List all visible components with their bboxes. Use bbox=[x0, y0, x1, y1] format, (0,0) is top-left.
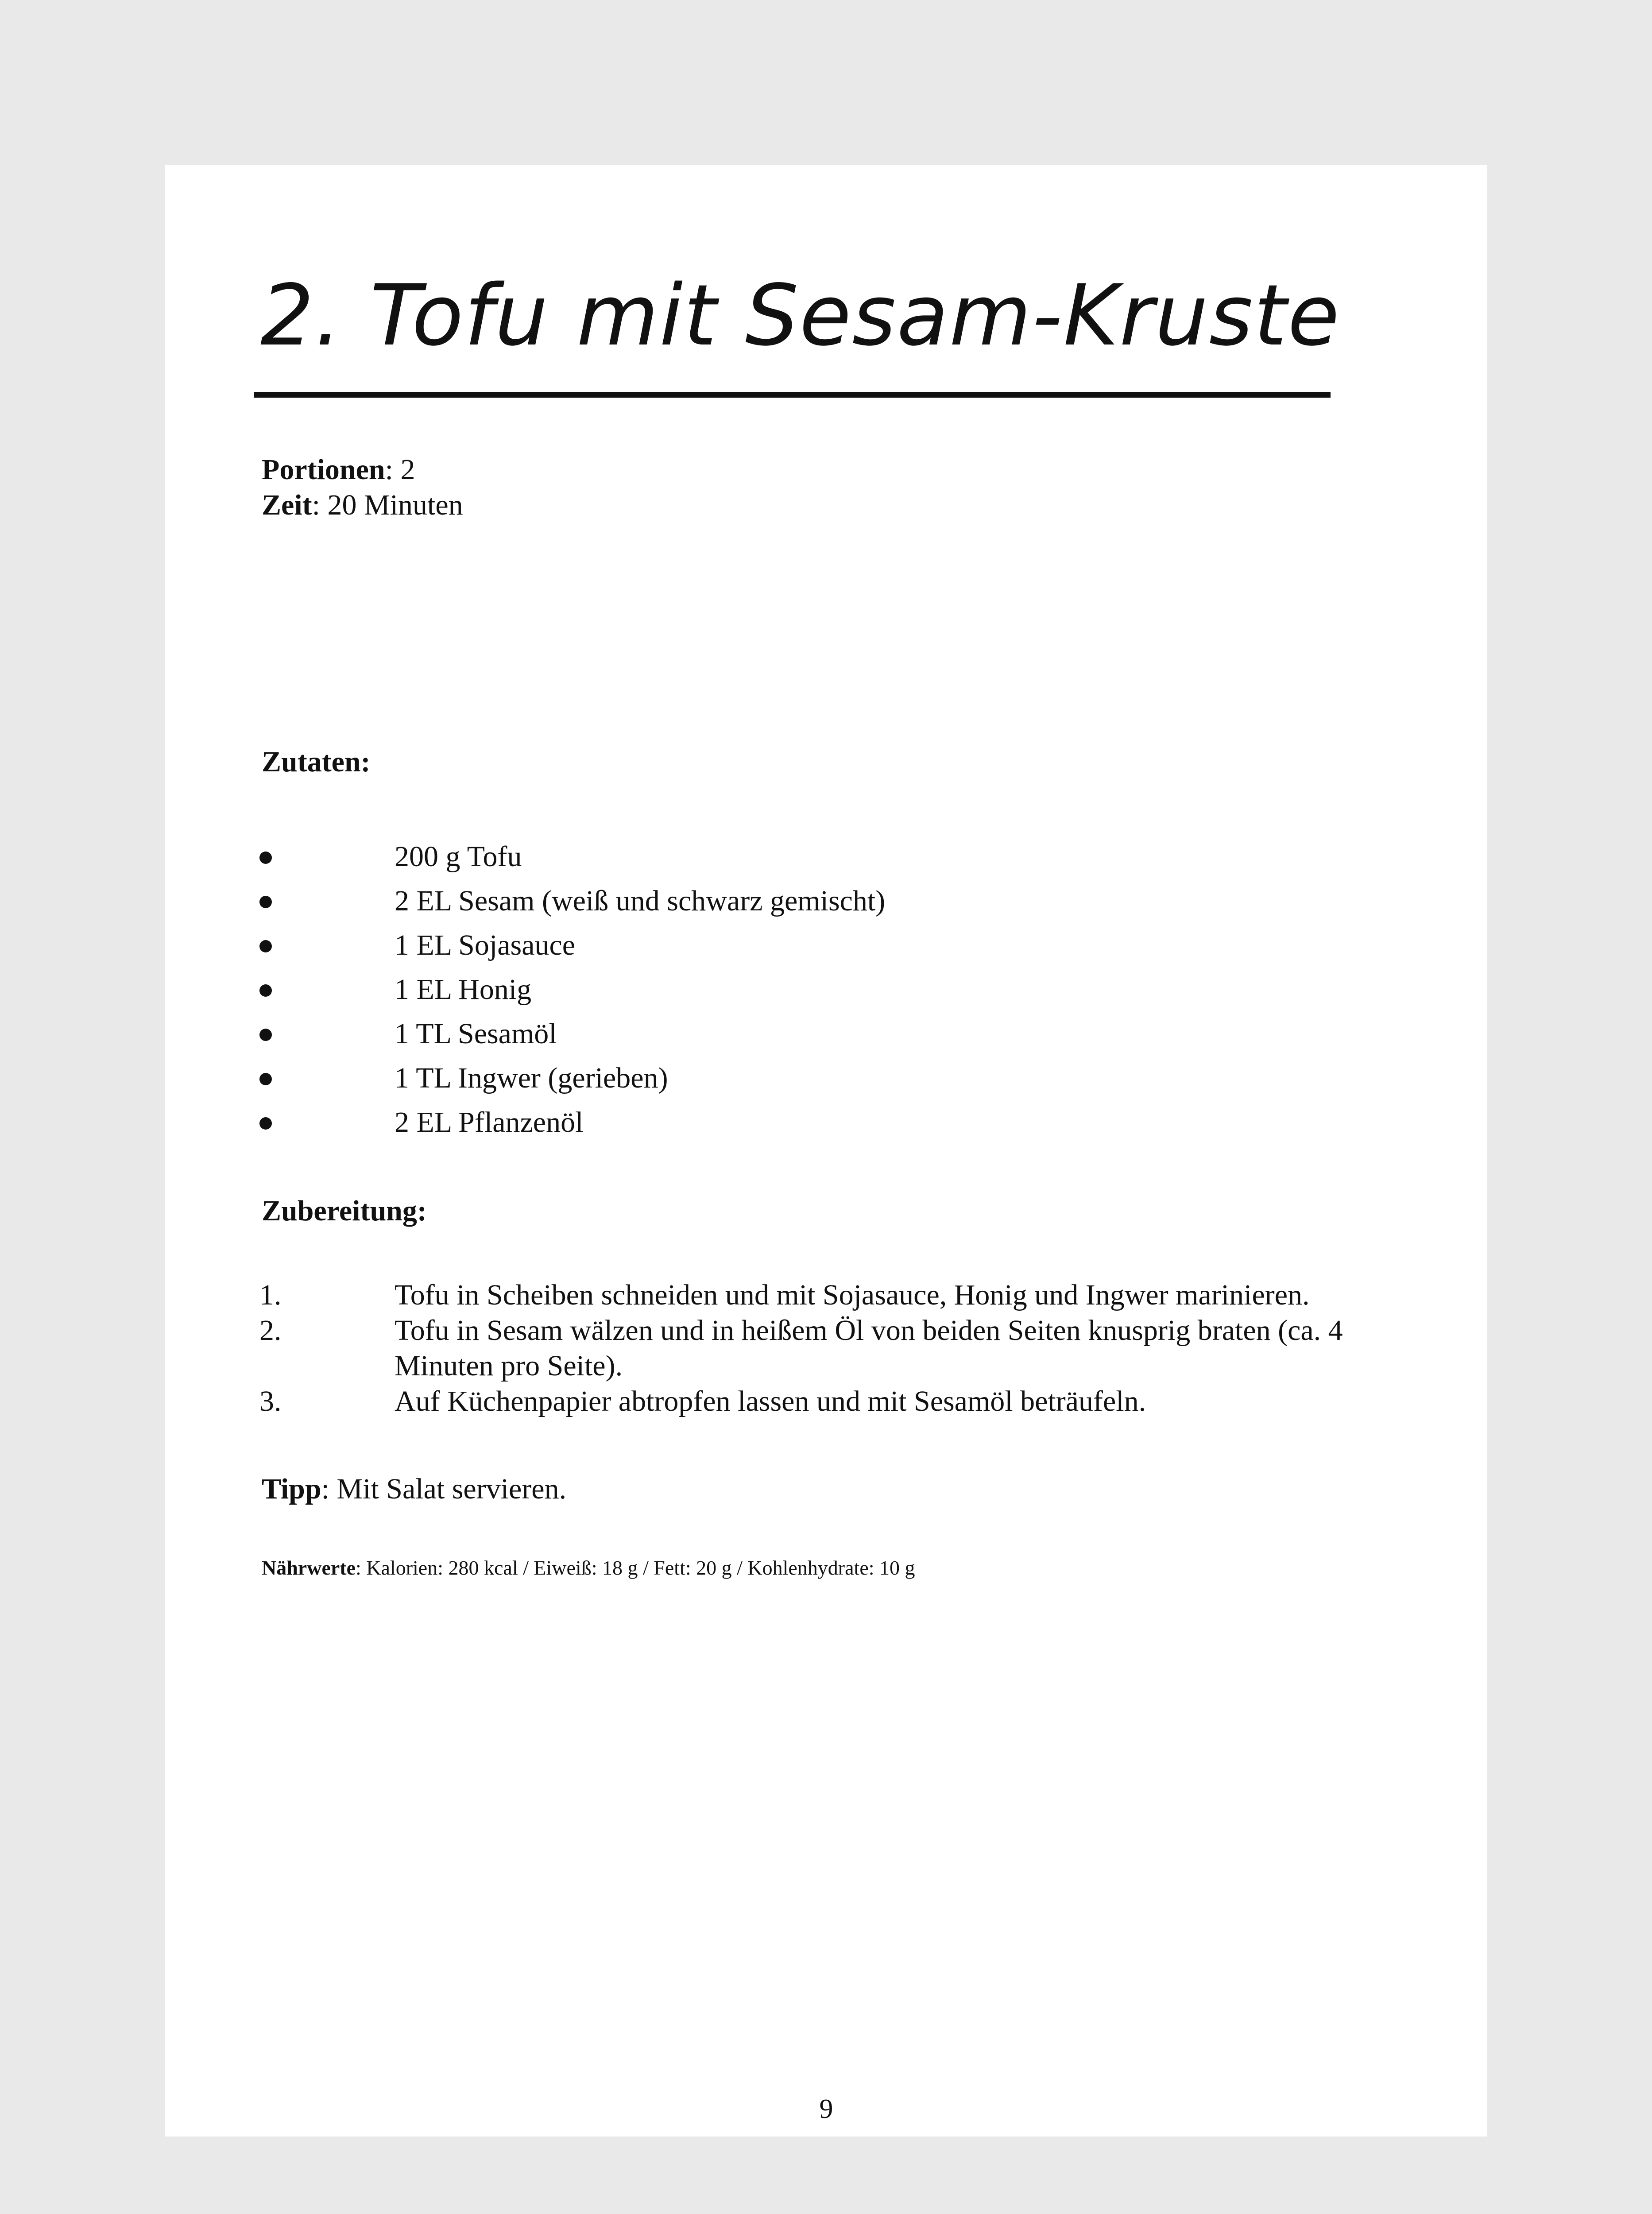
step-number: 2. bbox=[259, 1314, 282, 1347]
list-item: 1 TL Sesamöl bbox=[96, 1012, 395, 1056]
list-item: 200 g Tofu bbox=[96, 835, 395, 879]
bullet-icon bbox=[259, 1073, 272, 1085]
nutrition-label: Nährwerte bbox=[262, 1556, 356, 1579]
portionen-value: : 2 bbox=[385, 453, 415, 486]
list-item bbox=[96, 1277, 1395, 1313]
step-number: 1. bbox=[259, 1279, 282, 1311]
zeit-line bbox=[262, 488, 463, 523]
list-item bbox=[96, 1313, 1395, 1384]
nutrition-line bbox=[262, 1555, 915, 1581]
list-item: 1 EL Sojasauce bbox=[96, 923, 395, 968]
step-text: Tofu in Scheiben schneiden und mit Sojasauce, Honig und Ingwer marinieren. bbox=[395, 1279, 1310, 1311]
bullet-icon bbox=[259, 1117, 272, 1130]
bullet-icon bbox=[259, 1029, 272, 1041]
tip-line bbox=[262, 1471, 566, 1507]
page-number: 9 bbox=[819, 2094, 833, 2124]
list-item: 1 TL Ingwer (gerieben) bbox=[96, 1056, 395, 1100]
steps-list bbox=[259, 1277, 1395, 1419]
steps-heading: Zubereitung: bbox=[262, 1195, 427, 1227]
step-text: Tofu in Sesam wälzen und in heißem Öl von beiden Seiten knusprig braten (ca. 4 Minuten pro Seite). bbox=[395, 1314, 1343, 1382]
ingredients-list bbox=[262, 835, 886, 1145]
zeit-label: Zeit bbox=[262, 489, 312, 521]
step-number: 3. bbox=[259, 1385, 282, 1417]
portionen-label: Portionen bbox=[262, 453, 385, 486]
recipe-title: 2. Tofu mit Sesam-Kruste bbox=[260, 267, 1341, 364]
list-item: 1 EL Honig bbox=[96, 968, 395, 1012]
bullet-icon bbox=[259, 896, 272, 908]
title-underline bbox=[254, 392, 1331, 398]
tip-text: : Mit Salat servieren. bbox=[321, 1473, 567, 1505]
bullet-icon bbox=[259, 852, 272, 864]
recipe-meta bbox=[262, 452, 463, 523]
tip-label: Tipp bbox=[262, 1473, 321, 1505]
step-text: Auf Küchenpapier abtropfen lassen und mit Sesamöl beträufeln. bbox=[395, 1385, 1146, 1417]
portionen-line bbox=[262, 452, 463, 488]
bullet-icon bbox=[259, 940, 272, 952]
list-item bbox=[96, 1384, 1395, 1419]
bullet-icon bbox=[259, 984, 272, 997]
list-item: 2 EL Sesam (weiß und schwarz gemischt) bbox=[96, 879, 395, 923]
list-item: 2 EL Pflanzenöl bbox=[96, 1100, 395, 1145]
ingredients-heading: Zutaten: bbox=[262, 746, 371, 778]
zeit-value: : 20 Minuten bbox=[312, 489, 463, 521]
document-page bbox=[165, 165, 1487, 2137]
nutrition-text: : Kalorien: 280 kcal / Eiweiß: 18 g / Fett: 20 g / Kohlenhydrate: 10 g bbox=[356, 1556, 915, 1579]
